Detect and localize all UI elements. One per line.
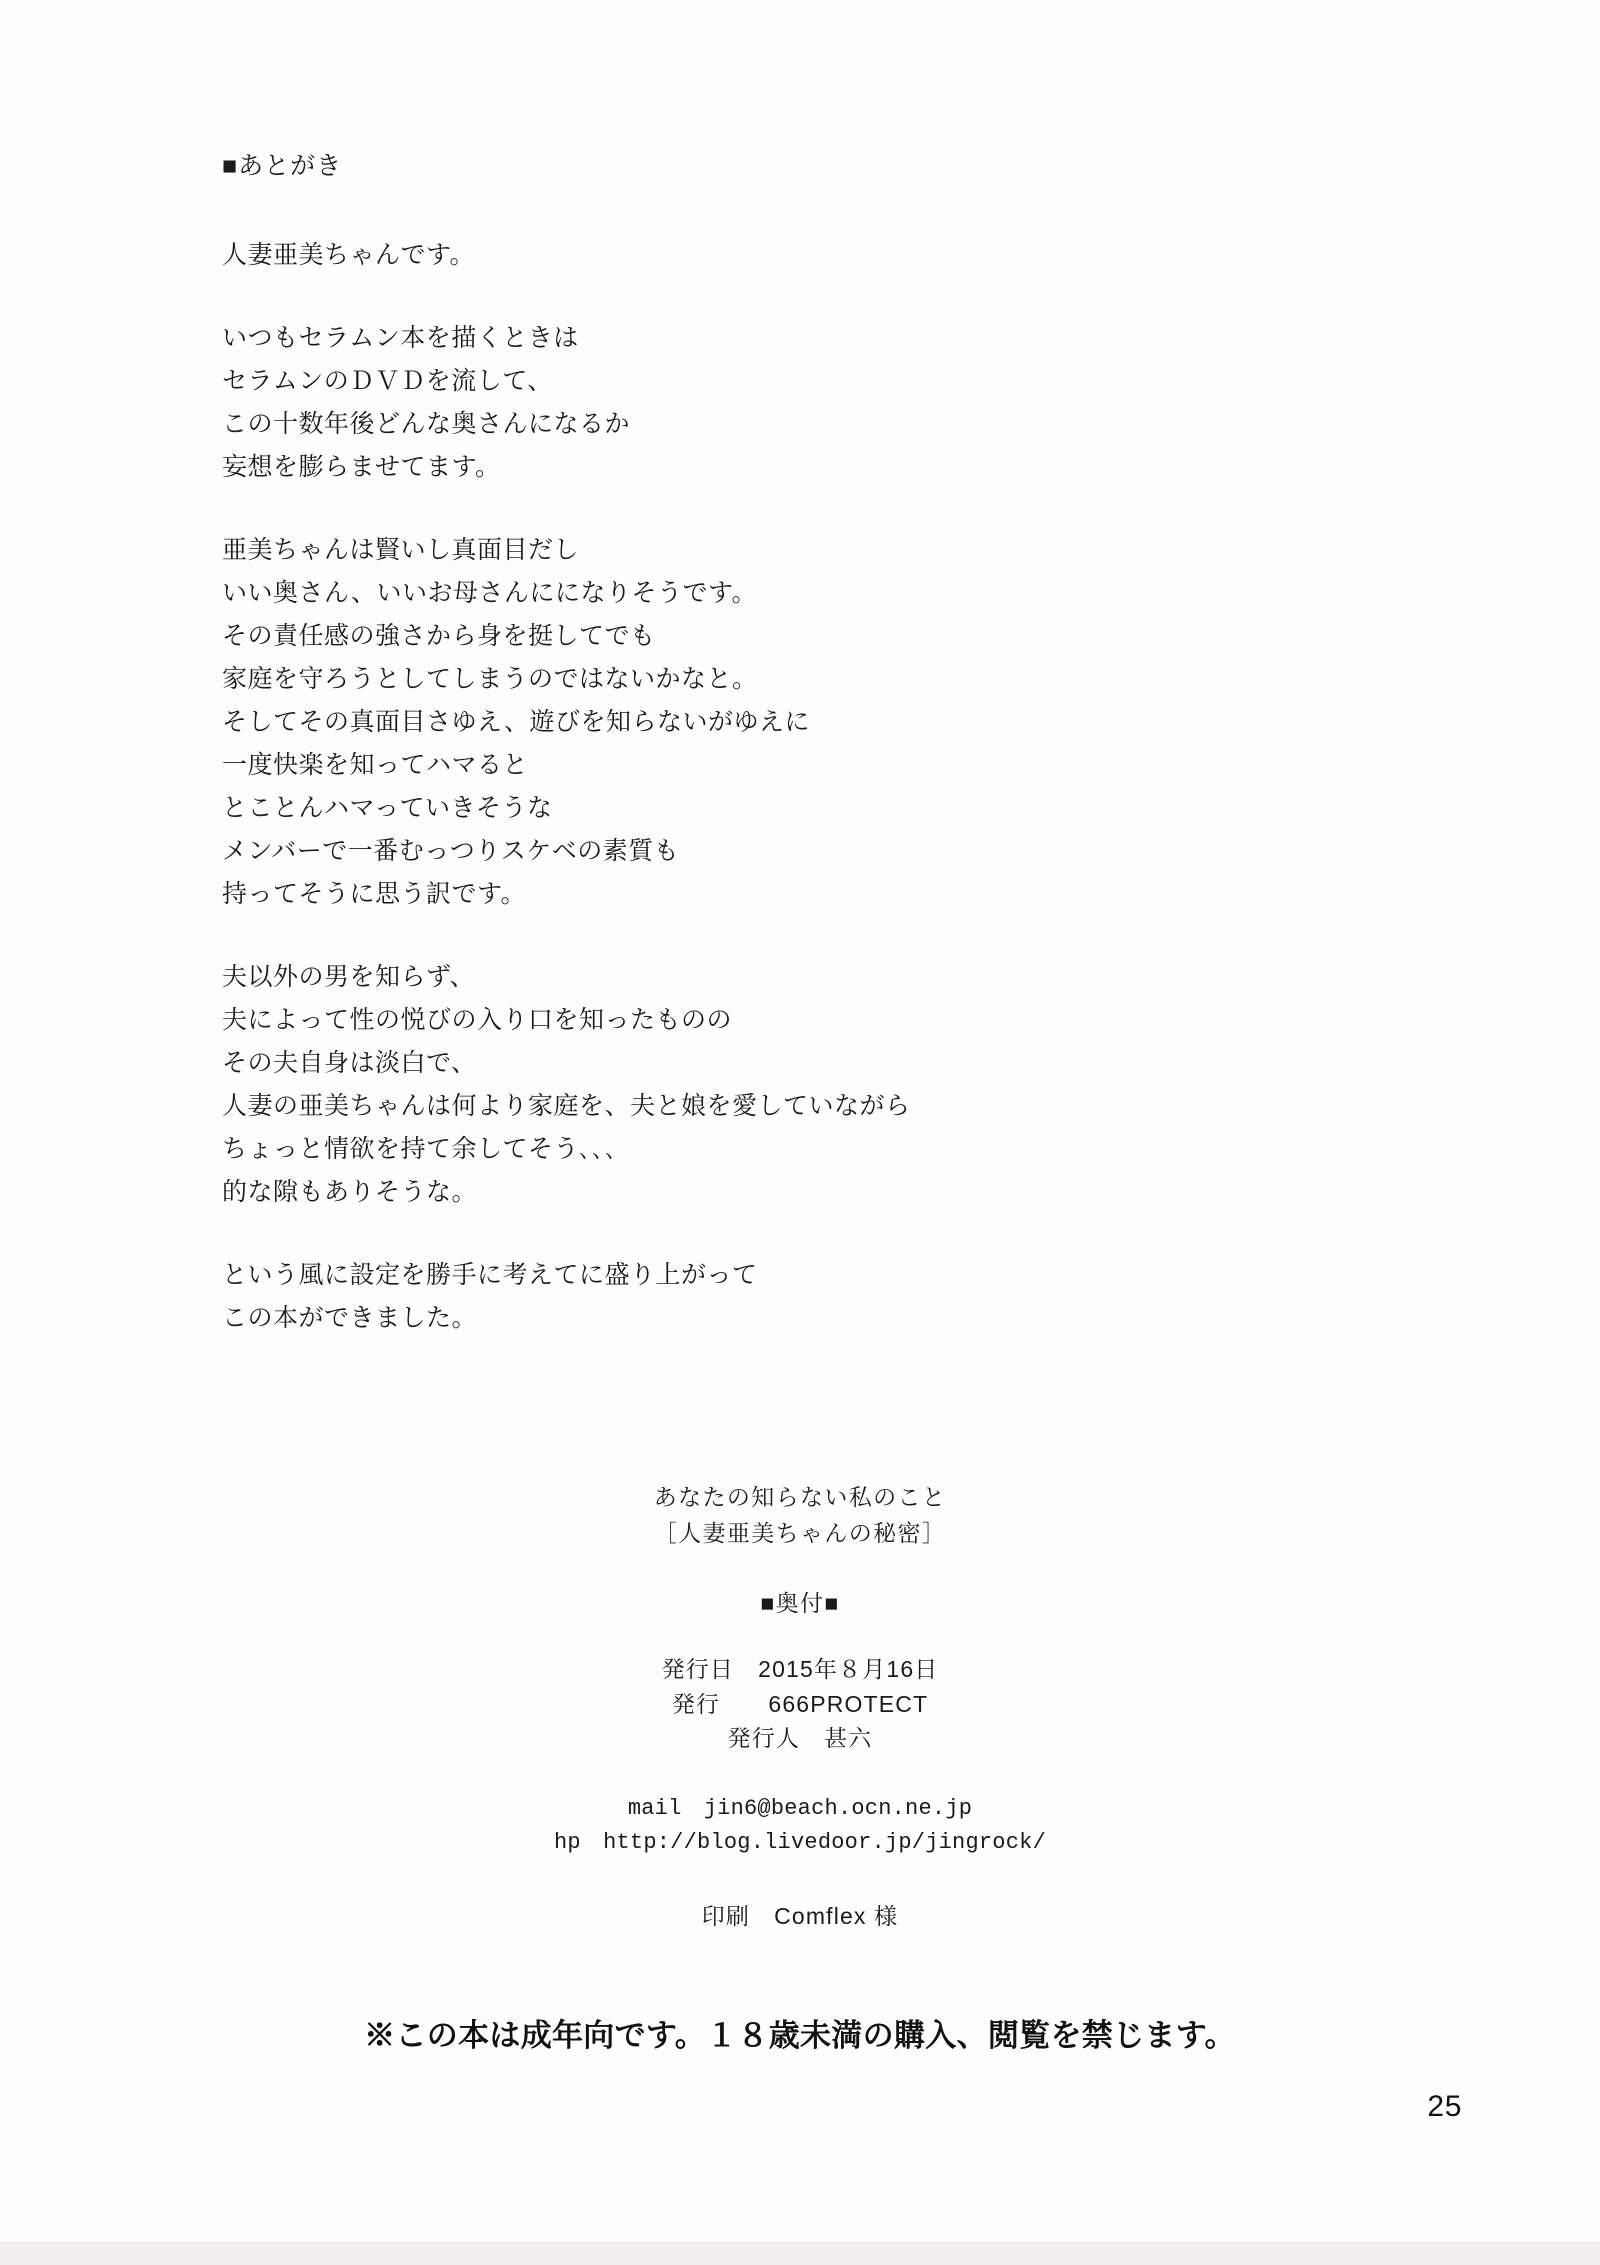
afterword-line: 夫以外の男を知らず、 [222, 962, 476, 991]
contact-mail: mail jin6@beach.ocn.ne.jp [627, 1795, 973, 1821]
contact-homepage: hp http://blog.livedoor.jp/jingrock/ [554, 1829, 1046, 1855]
work-title-main: あなたの知らない私のこと [653, 1484, 947, 1510]
scan-edge [0, 2242, 1600, 2265]
afterword-heading: ■あとがき [222, 152, 343, 180]
afterword-line: 亜美ちゃんは賢いし真面目だし [222, 535, 580, 564]
afterword-paragraph-3 [222, 529, 1122, 916]
afterword-section [222, 148, 1122, 1340]
work-title [0, 1480, 1600, 1551]
afterword-line: この本ができました。 [222, 1303, 478, 1332]
afterword-line: セラムンのＤＶＤを流して、 [222, 366, 553, 395]
afterword-line: いつもセラムン本を描くときは [222, 323, 579, 352]
work-title-sub: ［人妻亜美ちゃんの秘密］ [653, 1519, 947, 1546]
afterword-line: ちょっと情欲を持て余してそう､､､ [222, 1134, 619, 1163]
afterword-line: そしてその真面目さゆえ、遊びを知らないがゆえに [222, 707, 811, 736]
publisher-person: 発行人 甚六 [727, 1725, 873, 1752]
colophon-section [0, 1480, 1600, 1931]
afterword-line: 持ってそうに思う訳です。 [222, 879, 527, 908]
afterword-line: その責任感の強さから身を挺してでも [222, 621, 656, 650]
age-restriction-notice: ※この本は成年向です。１８歳未満の購入、閲覧を禁じます。 [364, 2018, 1236, 2053]
afterword-paragraph-5 [222, 1254, 1122, 1340]
afterword-line: とことんハマっていきそうな [222, 793, 553, 822]
publish-date: 発行日 2015年８月16日 [661, 1656, 939, 1683]
afterword-line: この十数年後どんな奥さんになるか [222, 409, 631, 438]
afterword-line: 一度快楽を知ってハマると [222, 750, 529, 779]
afterword-line: いい奥さん、いいお母さんにになりそうです。 [222, 578, 758, 607]
afterword-paragraph-1 [222, 234, 1122, 277]
afterword-line: 家庭を守ろうとしてしまうのではないかなと。 [222, 664, 758, 693]
print-house: 印刷 Comflex 様 [701, 1902, 899, 1929]
afterword-line: 人妻の亜美ちゃんは何より家庭を、夫と娘を愛していながら [222, 1091, 911, 1120]
afterword-line: 妄想を膨らませてます。 [222, 452, 501, 481]
afterword-paragraph-2 [222, 317, 1122, 489]
afterword-line: 人妻亜美ちゃんです。 [222, 240, 476, 269]
afterword-line: メンバーで一番むっつりスケベの素質も [222, 836, 680, 865]
colophon-info [0, 1652, 1600, 1756]
afterword-line: という風に設定を勝手に考えてに盛り上がって [222, 1260, 758, 1289]
afterword-paragraph-4 [222, 956, 1122, 1214]
colophon-marker: ■奥付■ [760, 1590, 840, 1617]
publisher: 発行 666PROTECT [671, 1690, 929, 1717]
afterword-line: 夫によって性の悦びの入り口を知ったものの [222, 1005, 733, 1034]
page-number: 25 [1427, 2090, 1462, 2123]
afterword-line: 的な隙もありそうな。 [222, 1177, 478, 1206]
afterword-line: その夫自身は淡白で、 [222, 1048, 477, 1077]
colophon-contact [0, 1792, 1600, 1860]
